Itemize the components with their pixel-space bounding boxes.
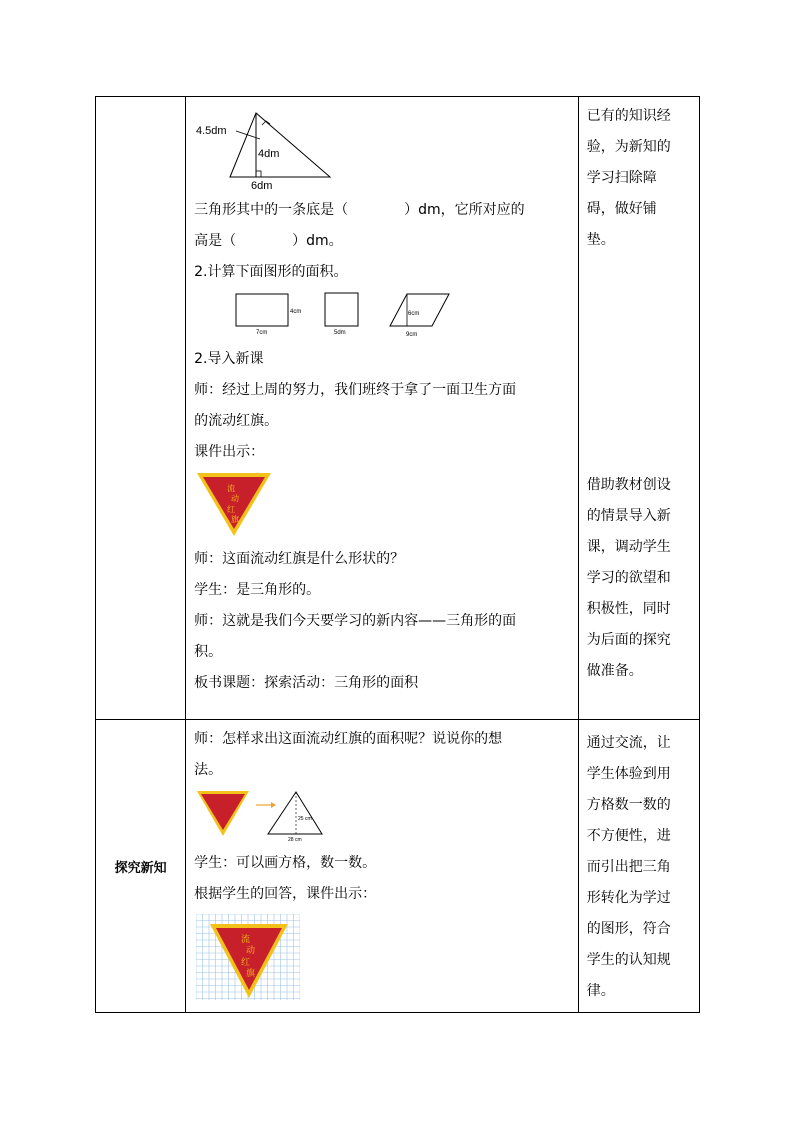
note-line: 的图形，符合 (586, 921, 671, 937)
note-line: 借助教材创设 (586, 477, 671, 493)
parallelogram-base-label: 9cm (406, 332, 418, 338)
note-line: 垫。 (586, 232, 615, 248)
grid-flag-image (196, 914, 300, 1000)
text-line: 师：这就是我们今天要学习的新内容——三角形的面 (194, 613, 517, 629)
text-line: 师：经过上周的努力，我们班终于拿了一面卫生方面 (194, 382, 517, 398)
flag-char: 流 (241, 934, 251, 944)
text-line: 高是（ ）dm。 (194, 233, 343, 249)
text-line: 积。 (194, 644, 223, 660)
notes-cell (578, 97, 699, 720)
red-flag-image (194, 470, 274, 538)
note-line: 通过交流，让 (586, 735, 671, 751)
text-line: 师：这面流动红旗是什么形状的？ (194, 551, 405, 567)
note-line: 不方便性，进 (586, 828, 671, 844)
flag-char: 旗 (231, 515, 240, 524)
rect-width-label: 7cm (256, 330, 268, 336)
flag-char: 流 (227, 484, 236, 493)
triangle-base-label: 28 cm (288, 837, 302, 842)
text-line: 学生：可以画方格，数一数。 (194, 855, 377, 871)
table-row (96, 97, 700, 720)
flag-char: 红 (227, 505, 236, 514)
note-block (587, 470, 693, 687)
note-line: 学习扫除障 (586, 170, 657, 186)
note-line: 学习的欲望和 (586, 570, 671, 586)
text-line: 三角形其中的一条底是（ ）dm，它所对应的 (194, 202, 525, 218)
content-cell (186, 720, 579, 1013)
rect-height-label: 4cm (290, 309, 302, 315)
note-line: 为后面的探究 (586, 632, 671, 648)
triangle-height-label: 4dm (258, 148, 280, 160)
content-cell (186, 97, 579, 720)
text-line: 法。 (194, 762, 223, 778)
note-line: 形转化为学过 (586, 890, 671, 906)
text-line: 2.导入新课 (194, 351, 264, 367)
parallelogram-height-label: 6cm (408, 311, 420, 317)
note-line: 学生的认知规 (586, 952, 671, 968)
flag-char: 动 (231, 494, 240, 503)
stage-cell: 探究新知 (96, 720, 186, 1013)
text-line: 师：怎样求出这面流动红旗的面积呢？说说你的想 (194, 731, 503, 747)
text-line: 根据学生的回答，课件出示： (194, 886, 377, 902)
note-line: 验，为新知的 (586, 139, 671, 155)
shapes-figure (194, 288, 574, 338)
square-side-label: 5dm (334, 330, 346, 336)
triangle-side-label: 4.5dm (196, 125, 227, 137)
triangle-base-label: 6dm (251, 180, 273, 189)
triangle-height-label: 25 cm (298, 816, 312, 822)
triangle-figure (194, 101, 354, 189)
flag-to-triangle-figure (194, 788, 334, 842)
flag-char: 旗 (246, 968, 256, 978)
note-line: 律。 (586, 983, 615, 999)
flag-char: 红 (241, 957, 251, 967)
note-line: 的情景导入新 (586, 508, 671, 524)
note-line: 课，调动学生 (586, 539, 671, 555)
lesson-plan-table (95, 96, 700, 1013)
text-line: 学生：是三角形的。 (194, 582, 321, 598)
flag-char: 动 (246, 945, 256, 955)
text-line: 的流动红旗。 (194, 413, 279, 429)
text-line: 2.计算下面图形的面积。 (194, 264, 348, 280)
stage-cell (96, 97, 186, 720)
text-line: 板书课题：探索活动：三角形的面积 (194, 675, 419, 691)
note-block (587, 101, 693, 256)
note-line: 积极性，同时 (586, 601, 671, 617)
note-line: 而引出把三角 (586, 859, 671, 875)
note-block (587, 728, 693, 1007)
notes-cell (578, 720, 699, 1013)
note-line: 学生体验到用 (586, 766, 671, 782)
note-line: 碍，做好铺 (586, 201, 657, 217)
note-line: 方格数一数的 (586, 797, 671, 813)
text-line: 课件出示： (194, 444, 265, 460)
table-row (96, 720, 700, 1013)
note-line: 做准备。 (586, 663, 643, 679)
note-line: 已有的知识经 (586, 108, 671, 124)
